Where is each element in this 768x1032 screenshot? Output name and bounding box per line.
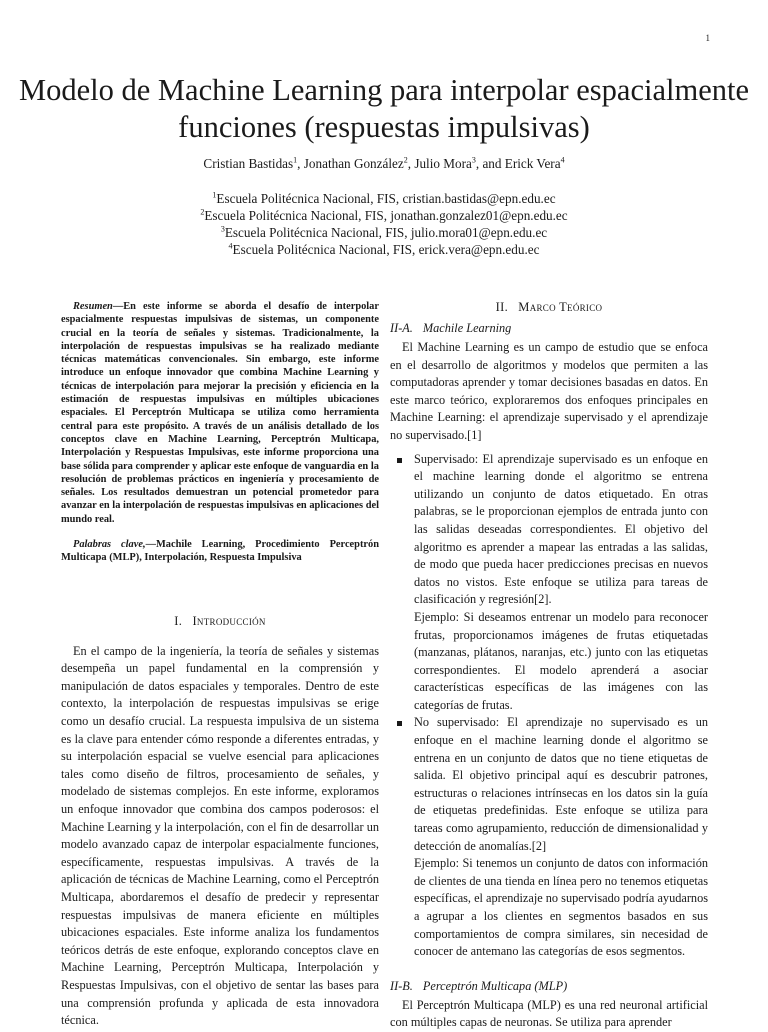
- subsection-title: Perceptrón Multicapa (MLP): [422, 978, 568, 993]
- author-affiliation-mark: 2: [403, 155, 408, 165]
- section-title: Marco Teórico: [518, 300, 603, 314]
- section-title: Introducción: [192, 613, 266, 628]
- section-number: I.: [174, 613, 183, 628]
- subsection-number: II-A.: [390, 321, 413, 335]
- affiliation-mark: 2: [200, 207, 205, 217]
- affiliation-text: Escuela Politécnica Nacional, FIS, erick.vera@epn.edu.ec: [232, 242, 540, 257]
- author-name: Erick Vera: [504, 156, 561, 171]
- abstract: [61, 300, 379, 526]
- keywords-text: —Machile Learning, Procedimiento Perceptrón Multicapa (MLP), Interpolación, Respuesta Impulsiva: [61, 539, 379, 564]
- list-item-text: No supervisado: El aprendizaje no supervisado es un enfoque en el machine learning donde el algoritmo se entrena en un conjunto de datos que no tiene etiquetas de salida. El objetivo principal aquí es descubrir patrones, estructuras o relaciones intrínsecas en los datos sin la guía de etiquetas predefinidas. Este enfoque se utiliza para tareas como agrupamiento, reducción de dimensionalidad y detección de anomalías.[2]: [414, 715, 708, 853]
- list-item-text: Supervisado: El aprendizaje supervisado es un enfoque en el machine learning donde el algoritmo se entrena utilizando un conjunto de datos etiquetado. En otras palabras, se le proporcionan ejemplos de entrada junto con las salidas deseadas correspondientes. El objetivo del algoritmo es aprender a mapear las entradas a las salidas, de modo que pueda hacer predicciones precisas en nuevos datos no vistos. Este enfoque se utiliza para tareas de clasificación y regresión[2].: [414, 451, 708, 607]
- author-separator: , and: [475, 156, 505, 171]
- section-number: II.: [495, 300, 508, 314]
- section-heading-introduction: [61, 614, 379, 629]
- square-bullet-icon: [397, 721, 402, 726]
- affiliation: [0, 207, 768, 224]
- paper-title: Modelo de Machine Learning para interpolar espacialmente funciones (respuestas impulsivas): [19, 73, 749, 144]
- subsection-title: Machile Learning: [422, 321, 512, 335]
- subsection-number: II-B.: [390, 978, 413, 993]
- author-name: Jonathan González: [303, 156, 404, 171]
- author-affiliation-mark: 3: [471, 155, 476, 165]
- affiliation-text: Escuela Politécnica Nacional, FIS, cristian.bastidas@epn.edu.ec: [216, 191, 556, 206]
- author-separator: ,: [407, 156, 415, 171]
- learning-types-list: [390, 451, 708, 961]
- author-affiliation-mark: 1: [293, 155, 298, 165]
- list-item: [390, 714, 708, 960]
- affiliation-mark: 3: [220, 224, 225, 234]
- abstract-text: —En este informe se aborda el desafío de interpolar espacialmente respuestas impulsivas de sistemas, un componente crucial en la teoría de señales y sistemas. Tradicionalmente, la interpolación de respuestas impulsivas se ha realizado mediante técnicas matemáticas convencionales. Sin embargo, este informe introduce un enfoque innovador que combina Machine Learning y técnicas de interpolación para mejorar la precisión y eficiencia en la estimación de respuestas impulsivas en múltiples ubicaciones espaciales. El Perceptrón Multicapa se utiliza como herramienta central para este propósito. A través de un análisis detallado de los conceptos clave en Machine Learning, Perceptrón Multicapa, Interpolación y Respuestas Impulsivas, este informe proporciona una base sólida para comprender y aplicar este enfoque de vanguardia en la resolución de problemas prácticos en ingeniería y procesamiento de señales. Los resultados demuestran un potencial prometedor para avanzar en la interpolación de respuestas impulsivas en aplicaciones del mundo real.: [61, 301, 379, 525]
- introduction-paragraph: En el campo de la ingeniería, la teoría de señales y sistemas desempeña un papel fundamental en la comprensión y manipulación de datos espaciales y temporales. Dentro de este contexto, la interpolación de respuestas impulsivas se erige como un desafío crucial. La respuesta impulsiva de un sistema es la clave para entender cómo responde a diferentes entradas, y su interpolación espacial se vuelve esencial para aplicaciones tales como diseño de filtros, procesamiento de señales, y modelado de sistemas complejos. En este informe, exploramos un enfoque innovador que combina dos campos poderosos: el Machine Learning y la interpolación, con el fin de desarrollar un modelo avanzado capaz de interpolar espacialmente funciones, específicamente, respuestas impulsivas. A través de la aplicación de técnicas de Machine Learning, como el Perceptrón Multicapa, abordaremos el desafío de predecir y representar respuestas impulsivas de manera eficiente en múltiples ubicaciones espaciales. Este informe analiza los fundamentos teóricos detrás de este enfoque, explorando conceptos clave en Machine Learning, Perceptrón Multicapa, Interpolación y Respuestas Impulsivas, con el objetivo de sentar las bases para una comprensión profunda y aplicada de esta innovadora técnica.: [61, 643, 379, 1028]
- author-name: Cristian Bastidas: [203, 156, 294, 171]
- abstract-label: Resumen: [73, 301, 113, 312]
- affiliation-text: Escuela Politécnica Nacional, FIS, julio.mora01@epn.edu.ec: [224, 225, 548, 240]
- page-number: 1: [705, 33, 710, 43]
- affiliation-list: [0, 190, 768, 258]
- author-list: [0, 156, 768, 172]
- list-item-example: Ejemplo: Si tenemos un conjunto de datos con información de clientes de una tienda en línea pero no tenemos etiquetas específicas, el aprendizaje no supervisado podría ayudarnos a agrupar a los clientes en segmentos basados en sus comportamientos de compra similares, sin necesidad de conocer de antemano las categorías de esos segmentos.: [414, 856, 708, 959]
- affiliation-mark: 1: [212, 190, 217, 200]
- subsection-heading-mlp: [390, 979, 708, 994]
- affiliation-text: Escuela Politécnica Nacional, FIS, jonathan.gonzalez01@epn.edu.ec: [204, 208, 568, 223]
- square-bullet-icon: [397, 458, 402, 463]
- left-column: [61, 300, 379, 1030]
- right-column: [390, 300, 708, 1032]
- mlp-paragraph: El Perceptrón Multicapa (MLP) es una red neuronal artificial con múltiples capas de neuronas. Se utiliza para aprender: [390, 997, 708, 1030]
- section-heading-marco-teorico: [390, 300, 708, 315]
- machine-learning-paragraph: El Machine Learning es un campo de estudio que se enfoca en el desarrollo de algoritmos y modelos que permiten a las computadoras aprender y tomar decisiones basadas en datos. En este marco teórico, exploraremos dos enfoques principales en Machine Learning: el aprendizaje supervisado y el aprendizaje no supervisado.[1]: [390, 340, 708, 442]
- list-item: [390, 451, 708, 715]
- affiliation-mark: 4: [228, 241, 233, 251]
- author-separator: ,: [297, 156, 304, 171]
- author-affiliation-mark: 4: [560, 155, 565, 165]
- affiliation: [0, 190, 768, 207]
- keywords: [61, 538, 379, 565]
- affiliation: [0, 241, 768, 258]
- keywords-label: Palabras clave,: [73, 539, 146, 551]
- author-name: Julio Mora: [414, 156, 472, 171]
- subsection-heading-machine-learning: [390, 321, 708, 336]
- list-item-example: Ejemplo: Si deseamos entrenar un modelo para reconocer frutas, proporcionamos imágenes de frutas etiquetadas (manzanas, plátanos, naranjas, etc.) junto con las etiquetas correspondientes. El modelo aprenderá a asociar características específicas de las imágenes con las categorías de frutas.: [414, 609, 708, 712]
- affiliation: [0, 224, 768, 241]
